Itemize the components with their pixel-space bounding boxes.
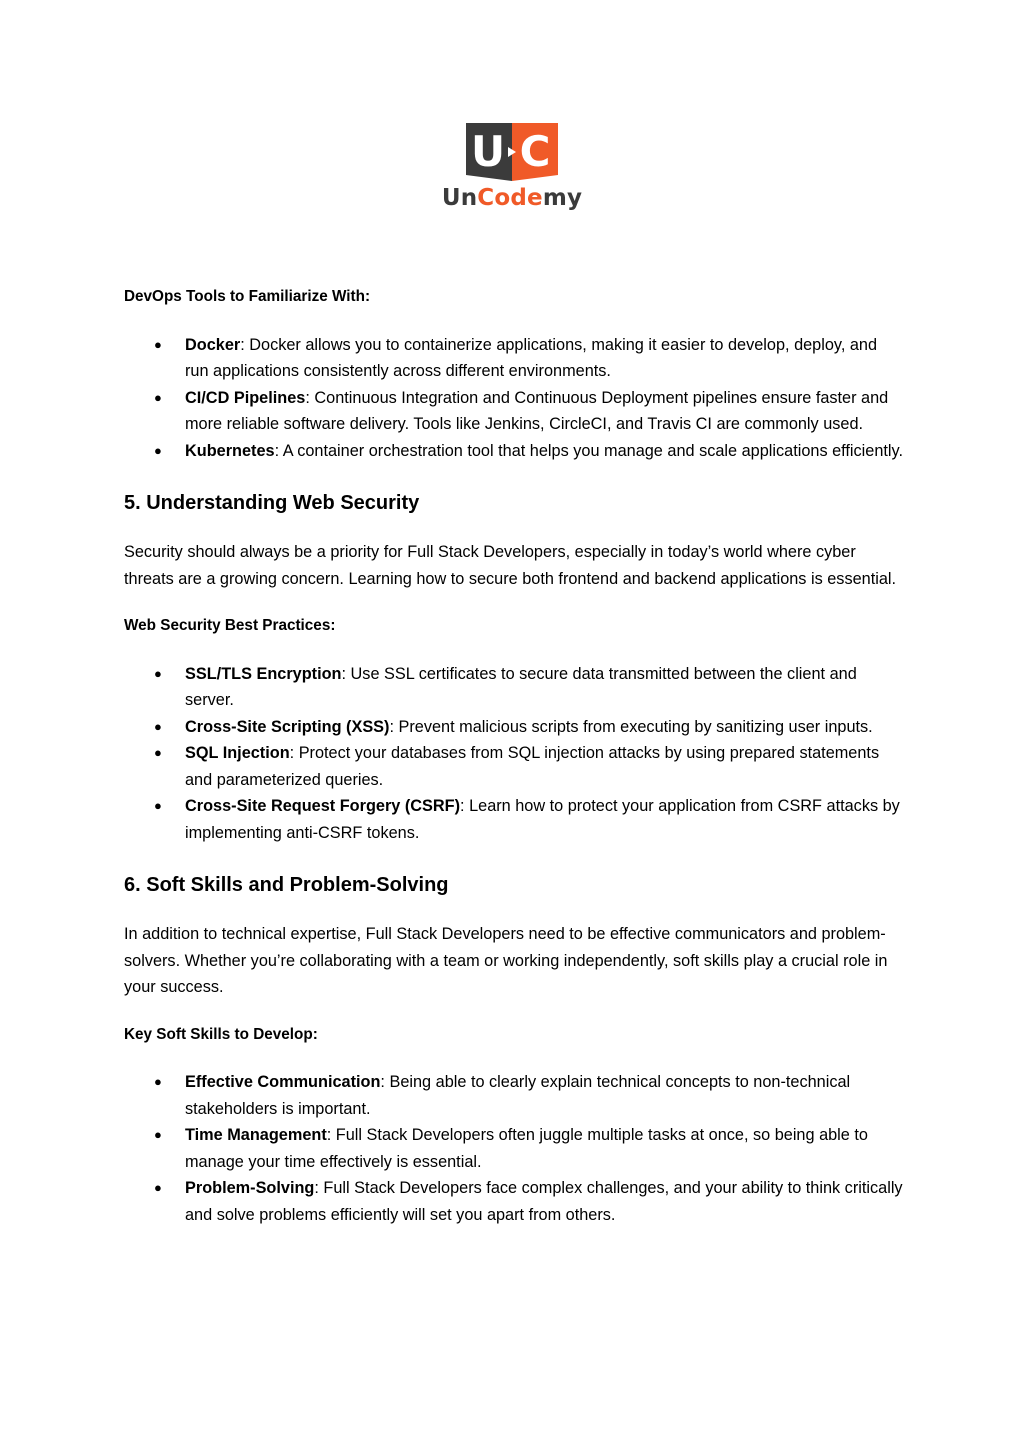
- logo-letter-c: C: [519, 127, 551, 176]
- bullet-icon: ●: [154, 336, 162, 352]
- section-5-title: 5. Understanding Web Security: [124, 492, 420, 514]
- list-item: ● CI/CD Pipelines: Continuous Integration and Continuous Deployment pipelines ensure faster and more reliable software delivery. Tools like Jenkins, CircleCI, and Travis CI are commonly used.: [124, 385, 904, 438]
- logo-letter-u: U: [470, 127, 506, 176]
- uncodemy-logo: [432, 118, 592, 228]
- bullet-icon: ●: [154, 1074, 162, 1089]
- list-item: ● Docker: Docker allows you to containerize applications, making it easier to develop, deploy, and run applications consistently across different environments.: [124, 332, 904, 385]
- devops-tools-list: [124, 332, 904, 465]
- bullet-icon: ●: [154, 1180, 162, 1195]
- web-security-subheading: Web Security Best Practices:: [124, 617, 336, 634]
- list-item: ● Time Management: Full Stack Developers often juggle multiple tasks at once, so being able to manage your time effectively is essential.: [124, 1122, 904, 1175]
- soft-skills-list: [124, 1069, 904, 1228]
- bullet-icon: ●: [154, 665, 162, 681]
- uncodemy-logo-mark: [466, 123, 558, 181]
- logo-wordmark: UnCodemy: [441, 185, 583, 211]
- section-5-paragraph: Security should always be a priority for Full Stack Developers, especially in today’s world where cyber threats are a growing concern. Learning how to secure both frontend and backend applications is essential.: [124, 543, 897, 588]
- list-item: ● Cross-Site Scripting (XSS): Prevent malicious scripts from executing by sanitizing user inputs.: [124, 714, 904, 741]
- bullet-icon: ●: [154, 798, 162, 813]
- list-item: ● SQL Injection: Protect your databases from SQL injection attacks by using prepared statements and parameterized queries.: [124, 740, 904, 793]
- list-item: ● Effective Communication: Being able to clearly explain technical concepts to non-technical stakeholders is important.: [124, 1069, 904, 1122]
- soft-skills-subheading: Key Soft Skills to Develop:: [124, 1025, 318, 1043]
- bullet-icon: ●: [154, 718, 162, 734]
- list-item: ● Cross-Site Request Forgery (CSRF): Learn how to protect your application from CSRF attacks by implementing anti-CSRF tokens.: [124, 793, 904, 846]
- document-body: [124, 284, 904, 1228]
- list-item: ● SSL/TLS Encryption: Use SSL certificates to secure data transmitted between the client and server.: [124, 661, 904, 714]
- section-6-title: 6. Soft Skills and Problem-Solving: [124, 874, 449, 896]
- bullet-icon: ●: [154, 389, 162, 405]
- bullet-icon: ●: [154, 442, 162, 458]
- section-6-paragraph: In addition to technical expertise, Full Stack Developers need to be effective communicators and problem-solvers. Whether you’re collaborating with a team or working independently, soft skills play a crucial role in your success.: [124, 925, 888, 996]
- bullet-icon: ●: [154, 1127, 162, 1142]
- devops-tools-subheading: DevOps Tools to Familiarize With:: [124, 288, 371, 305]
- list-item: ● Kubernetes: A container orchestration tool that helps you manage and scale applications efficiently.: [124, 438, 904, 465]
- list-item: ● Problem-Solving: Full Stack Developers face complex challenges, and your ability to think critically and solve problems efficiently will set you apart from others.: [124, 1175, 904, 1228]
- bullet-icon: ●: [154, 745, 162, 760]
- web-security-list: [124, 661, 904, 847]
